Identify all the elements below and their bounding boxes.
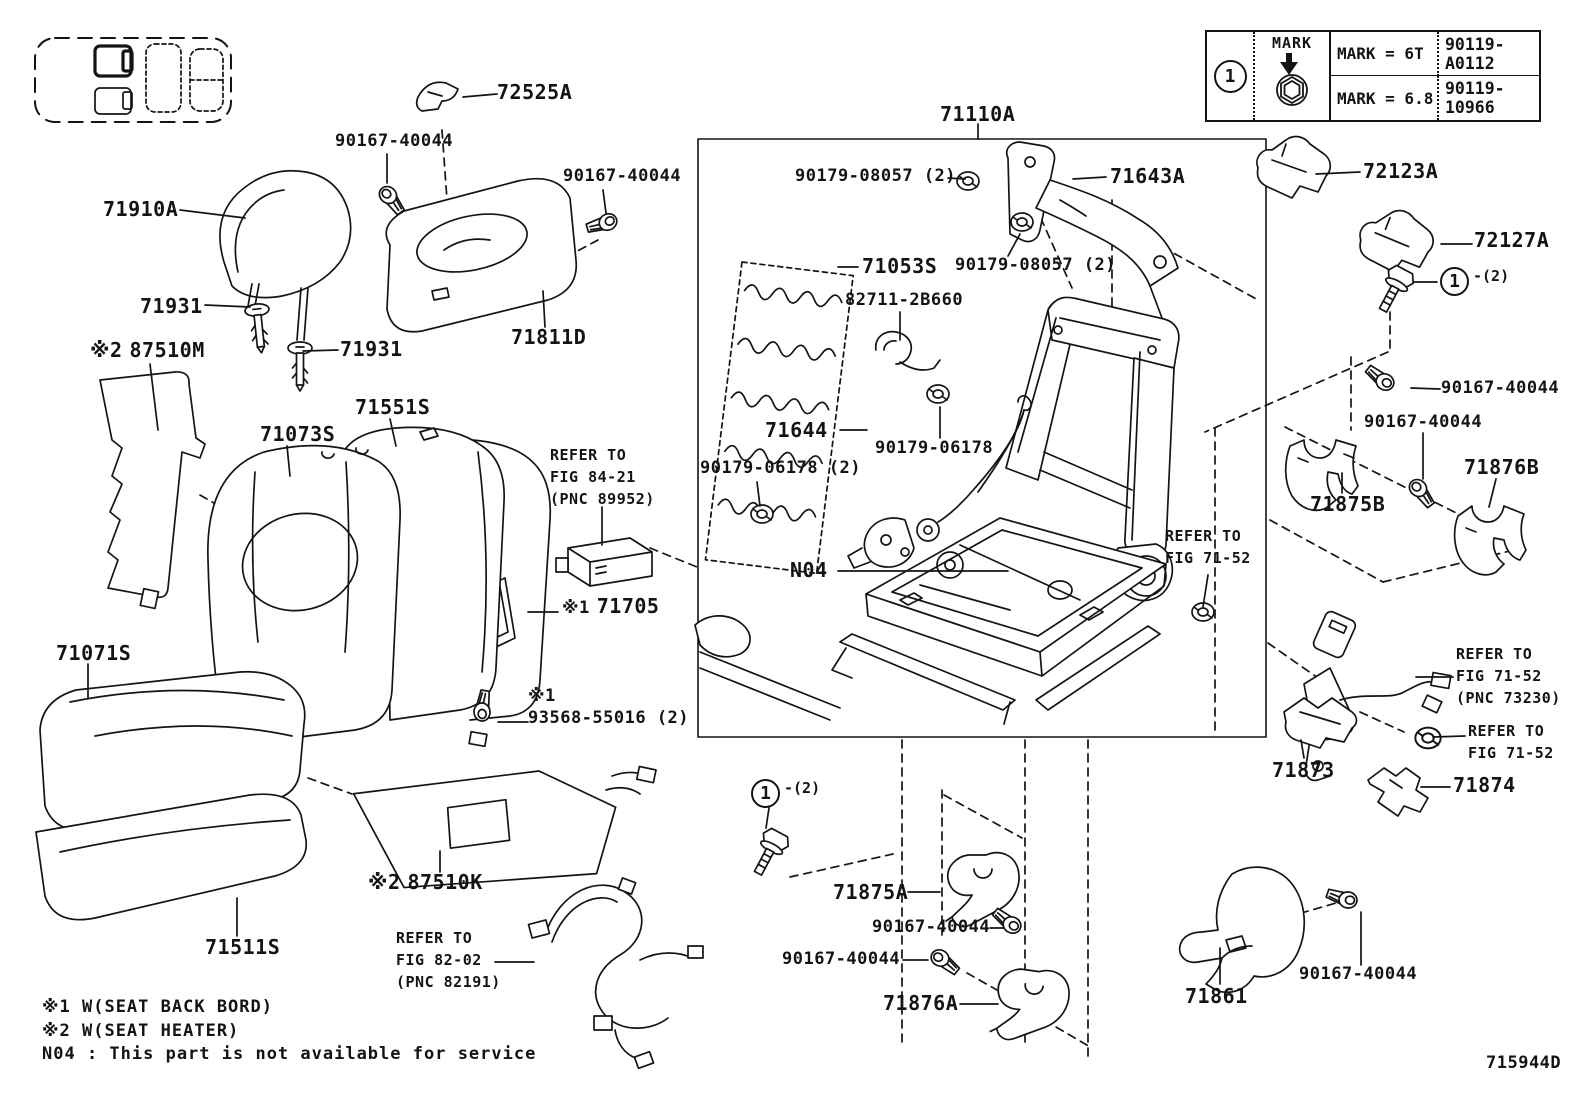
part-label-N04: N04 (790, 558, 828, 582)
part-label-87510K: ※2 87510K (368, 870, 483, 894)
part-label-93568: 93568-55016 (2) (528, 708, 690, 728)
part-label-71931: 71931 (140, 294, 203, 318)
part-label-71874: 71874 (1453, 773, 1516, 797)
ref-fig-71-52-nut: REFER TO FIG 71-52 (1468, 722, 1554, 762)
ref-fig-84-21: REFER TO FIG 84-21 (PNC 89952) (550, 446, 655, 508)
part-label-71875B: 71875B (1310, 492, 1386, 516)
screw-icon (1362, 365, 1397, 394)
nut-icon (957, 172, 979, 190)
legend-mark-68: MARK = 6.8 (1331, 76, 1439, 120)
cushion-shield-drawing (1180, 867, 1305, 992)
footnote-1: ※1 W(SEAT BACK BORD) (42, 997, 273, 1017)
headrest-support-icon (288, 342, 312, 391)
part-label-71073S: 71073S (260, 422, 336, 446)
part-label-screw: 90167-40044 (872, 917, 991, 937)
screw-icon (989, 908, 1024, 937)
part-label-82711-2B660: 82711-2B660 (845, 290, 964, 310)
part-label-72123A: 72123A (1363, 159, 1439, 183)
legend-mark-6t: MARK = 6T (1331, 32, 1439, 76)
side-shield-drawing (386, 179, 576, 332)
part-label-screw: 90167-40044 (563, 166, 682, 186)
mark-arrow-hex-icon (1270, 52, 1314, 110)
part-label-71643A: 71643A (1110, 164, 1186, 188)
nut-icon (927, 385, 949, 403)
part-label-90179-06178-2: 90179-06178 (2) (700, 458, 862, 478)
nut-icon (751, 505, 773, 523)
seat-belt-buckle-drawing (1304, 610, 1451, 781)
wire-harness-drawing (528, 878, 703, 1068)
part-label-71511S: 71511S (205, 935, 281, 959)
bracket-72127A-drawing (1358, 209, 1434, 274)
ref-fig-71-52-frame: REFER TO FIG 71-52 (1165, 527, 1251, 567)
part-label-71705: ※1 71705 (562, 594, 660, 618)
part-label-90179-08057: 90179-08057 (2) (795, 166, 957, 186)
legend-part-10966: 90119-10966 (1445, 79, 1505, 117)
cover-71876B-drawing (1455, 506, 1526, 575)
control-module-drawing (556, 538, 652, 586)
part-label-screw: 90167-40044 (1441, 378, 1560, 398)
ref-fig-82-02: REFER TO FIG 82-02 (PNC 82191) (396, 929, 501, 991)
part-label-71110A: 71110A (940, 102, 1016, 126)
part-label-71861: 71861 (1185, 984, 1248, 1008)
ref-fig-71-52-belt: REFER TO FIG 71-52 (PNC 73230) (1456, 645, 1561, 707)
part-label-71873: 71873 (1272, 758, 1335, 782)
bolt-icon (1371, 263, 1417, 317)
nut-icon (1415, 728, 1440, 749)
screw-icon (1405, 476, 1440, 509)
part-label-screw: 90167-40044 (782, 949, 901, 969)
legend-part-a0112: 90119-A0112 (1439, 32, 1539, 76)
bracket-71874-drawing (1368, 768, 1428, 816)
bracket-72123A-drawing (1257, 137, 1330, 198)
seat-back-heater-drawing (100, 372, 205, 609)
bolt-callout-bottom: 1 -(2) (751, 779, 820, 808)
nut-icon (1011, 213, 1033, 231)
part-label-71876A: 71876A (883, 991, 959, 1015)
headrest-drawing (220, 171, 351, 340)
part-label-screw: 90167-40044 (1364, 412, 1483, 432)
cover-71876A-drawing (990, 964, 1073, 1047)
footnote-2: ※2 W(SEAT HEATER) (42, 1021, 240, 1041)
part-label-72525A: 72525A (497, 80, 573, 104)
screw-icon (584, 210, 619, 240)
part-label-71931: 71931 (340, 337, 403, 361)
footnote-3: N04 : This part is not available for service (42, 1044, 537, 1064)
part-label-71910A: 71910A (103, 197, 179, 221)
part-label-71811D: 71811D (511, 325, 587, 349)
part-label-90179-08057: 90179-08057 (2) (955, 255, 1117, 275)
part-label-71071S: 71071S (56, 641, 132, 665)
part-label-87510M: ※2 87510M (90, 338, 205, 362)
part-label-71053S: 71053S (862, 254, 938, 278)
part-label-71644: 71644 (765, 418, 828, 442)
fastener-legend-table (1205, 30, 1541, 122)
hook-72525A-drawing (417, 82, 458, 111)
legend-index-circle: 1 (1214, 60, 1247, 93)
part-label-screw: 90167-40044 (1299, 964, 1418, 984)
part-label-71551S: 71551S (355, 395, 431, 419)
part-label-90179-06178: 90179-06178 (875, 438, 994, 458)
legend-mark-header: MARK (1271, 34, 1313, 52)
screw-icon (928, 947, 963, 976)
screw-icon (1325, 889, 1357, 909)
figure-id: 715944D (1486, 1053, 1562, 1073)
headrest-support-icon (244, 303, 273, 354)
car-layout-inset (35, 38, 231, 122)
part-label-screw: 90167-40044 (335, 131, 454, 151)
clamp-drawing (876, 332, 940, 370)
part-label-71876B: 71876B (1464, 455, 1540, 479)
bolt-callout-top: 1 -(2) (1440, 267, 1509, 296)
part-label-71875A: 71875A (833, 880, 909, 904)
x1-mark: ※1 (528, 686, 556, 706)
part-label-72127A: 72127A (1474, 228, 1550, 252)
bolt-icon (746, 826, 792, 880)
